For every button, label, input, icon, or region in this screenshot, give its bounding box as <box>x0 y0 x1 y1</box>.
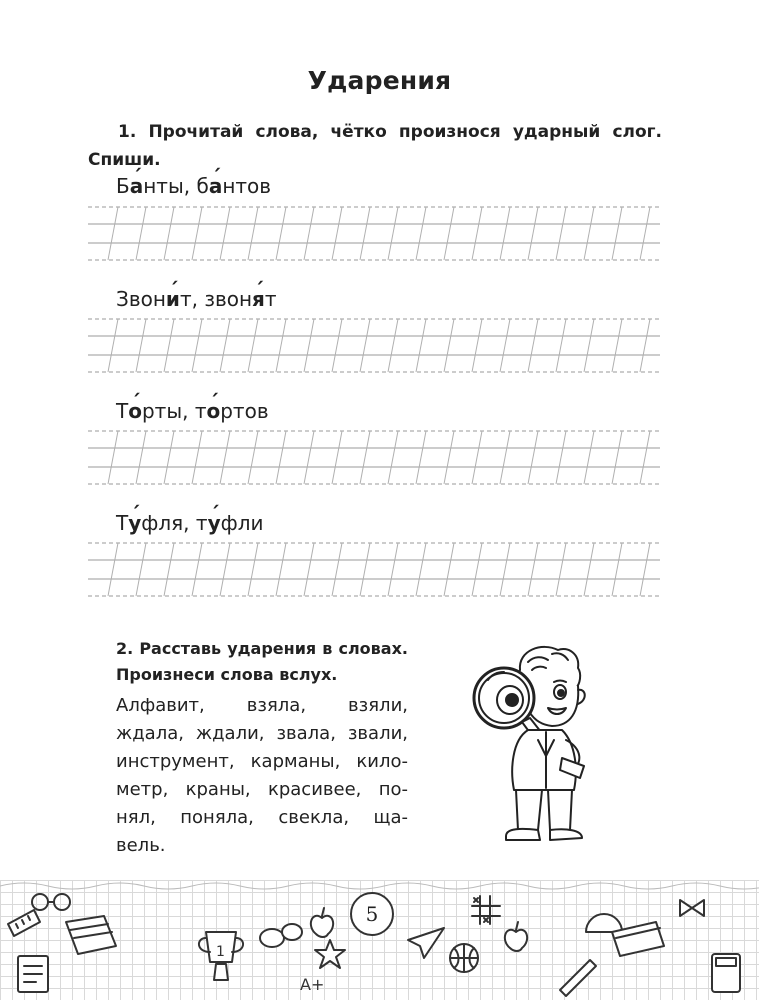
guide-lines <box>88 542 660 598</box>
stressed-vowel: у ´ <box>128 511 141 535</box>
slant-guide <box>472 431 482 484</box>
slant-guide <box>612 319 622 372</box>
word-part: Звон <box>116 287 166 311</box>
slant-guide <box>108 319 118 372</box>
slant-guide <box>500 543 510 596</box>
tic-tac-toe-doodle <box>472 896 500 924</box>
slant-guide <box>612 207 622 260</box>
slant-guide <box>276 319 286 372</box>
word-part: т <box>264 287 277 311</box>
slant-guide <box>276 543 286 596</box>
notebook-doodle <box>66 916 116 954</box>
slant-guide <box>416 431 426 484</box>
slant-guide <box>416 543 426 596</box>
apple-doodle <box>311 908 333 937</box>
slant-guide <box>556 431 566 484</box>
slant-guide <box>444 431 454 484</box>
slant-guide <box>304 543 314 596</box>
word-part: т, <box>179 287 198 311</box>
handwriting-guide-3[interactable] <box>88 430 660 486</box>
slant-guide <box>304 207 314 260</box>
slant-guide <box>388 543 398 596</box>
word-part: т <box>194 399 207 423</box>
notepad-doodle <box>18 956 48 992</box>
stressed-vowel: и ´ <box>166 287 180 311</box>
slant-guide <box>360 431 370 484</box>
slant-guide <box>136 543 146 596</box>
slant-guide <box>192 207 202 260</box>
word-pair-3 <box>116 399 269 423</box>
slant-guide <box>136 319 146 372</box>
guide-lines <box>88 430 660 486</box>
slant-guide <box>304 431 314 484</box>
pencil-doodle <box>560 960 596 996</box>
guide-lines <box>88 318 660 374</box>
word-part: нты, <box>143 174 191 198</box>
word-part: Т <box>116 511 129 535</box>
slant-guide <box>556 319 566 372</box>
stressed-vowel: а ´ <box>209 174 223 198</box>
word-list-line: нял, поняла, свекла, ща- <box>116 807 408 828</box>
slant-guide <box>332 207 342 260</box>
bow-doodle <box>680 900 704 916</box>
slant-guide <box>500 207 510 260</box>
word-part: т <box>195 511 208 535</box>
slant-guide <box>612 431 622 484</box>
slant-guide <box>108 207 118 260</box>
slant-guide <box>584 543 594 596</box>
task-2-word-list <box>116 692 408 860</box>
slant-guide <box>136 431 146 484</box>
slant-guide <box>556 207 566 260</box>
stressed-vowel: о ´ <box>206 399 220 423</box>
word-pair-4 <box>116 511 264 535</box>
slant-guide <box>248 319 258 372</box>
slant-guide <box>640 543 650 596</box>
slant-guide <box>640 319 650 372</box>
slant-guide <box>612 543 622 596</box>
ruler-doodle <box>8 910 40 936</box>
slant-guide <box>444 319 454 372</box>
slant-guide <box>248 543 258 596</box>
calculator-doodle <box>712 954 740 992</box>
slant-guide <box>528 207 538 260</box>
slant-guide <box>192 543 202 596</box>
word-part: Б <box>116 174 130 198</box>
task-2-number: 2. <box>116 639 134 658</box>
word-part: ртов <box>220 399 269 423</box>
slant-guide <box>556 543 566 596</box>
slant-guide <box>388 431 398 484</box>
slant-guide <box>472 543 482 596</box>
slant-guide <box>192 431 202 484</box>
slant-guide <box>528 543 538 596</box>
slant-guide <box>584 431 594 484</box>
slant-guide <box>584 319 594 372</box>
slant-guide <box>584 207 594 260</box>
word-part: фли <box>220 511 264 535</box>
glasses-doodle <box>32 894 70 910</box>
slant-guide <box>444 543 454 596</box>
word-part: нтов <box>222 174 272 198</box>
slant-guide <box>332 431 342 484</box>
stressed-vowel: о ´ <box>128 399 142 423</box>
word-pair-2 <box>116 287 277 311</box>
slant-guide <box>360 543 370 596</box>
slant-guide <box>640 207 650 260</box>
grade-a-plus-doodle: A+ <box>300 975 325 994</box>
word-list-line: вель. <box>116 835 166 856</box>
slant-guide <box>164 207 174 260</box>
slant-guide <box>108 543 118 596</box>
task-2-text: Расставь ударения в словах. Произнеси слова вслух. <box>116 639 408 684</box>
slant-guide <box>332 543 342 596</box>
handwriting-guide-2[interactable] <box>88 318 660 374</box>
word-part: Т <box>116 399 129 423</box>
slant-guide <box>472 207 482 260</box>
word-part: б <box>196 174 209 198</box>
task-1-text: Прочитай слова, чётко произнося ударный слог. Спиши. <box>88 122 663 170</box>
word-list-line: Алфавит, взяла, взяли, <box>116 695 408 716</box>
slant-guide <box>220 543 230 596</box>
slant-guide <box>416 319 426 372</box>
slant-guide <box>248 207 258 260</box>
boy-with-magnifier-illustration <box>462 640 602 850</box>
task-2-instruction <box>116 636 408 688</box>
slant-guide <box>192 319 202 372</box>
slant-guide <box>220 431 230 484</box>
word-part: рты, <box>141 399 189 423</box>
handwriting-guide-4[interactable] <box>88 542 660 598</box>
slant-guide <box>640 431 650 484</box>
page-title: Ударения <box>307 66 452 95</box>
slant-guide <box>332 319 342 372</box>
slant-guide <box>444 207 454 260</box>
slant-guide <box>136 207 146 260</box>
speech-bubble-doodle <box>260 924 302 947</box>
apple-doodle <box>505 922 527 951</box>
word-pair-1 <box>116 174 271 198</box>
stressed-vowel: я ´ <box>252 287 265 311</box>
slant-guide <box>164 431 174 484</box>
slant-guide <box>472 319 482 372</box>
slant-guide <box>360 319 370 372</box>
slant-guide <box>500 319 510 372</box>
word-list-line: ждала, ждали, звала, звали, <box>116 723 408 744</box>
slant-guide <box>416 207 426 260</box>
slant-guide <box>388 207 398 260</box>
slant-guide <box>304 319 314 372</box>
svg-text:1: 1 <box>216 944 225 960</box>
slant-guide <box>388 319 398 372</box>
slant-guide <box>276 431 286 484</box>
slant-guide <box>276 207 286 260</box>
word-part: фля, <box>141 511 190 535</box>
paper-plane-doodle <box>408 928 444 958</box>
star-doodle <box>315 940 345 968</box>
slant-guide <box>528 319 538 372</box>
slant-guide <box>220 319 230 372</box>
slant-guide <box>108 431 118 484</box>
slant-guide <box>528 431 538 484</box>
slant-guide <box>248 431 258 484</box>
slant-guide <box>500 431 510 484</box>
page-number: 5 <box>350 892 394 936</box>
task-1-instruction <box>88 118 662 174</box>
word-part: звон <box>204 287 253 311</box>
word-list-line: инструмент, карманы, кило- <box>116 751 408 772</box>
word-list-line: метр, краны, красивее, по- <box>116 779 408 800</box>
slant-guide <box>360 207 370 260</box>
task-1-number: 1. <box>118 122 137 142</box>
guide-lines <box>88 206 660 262</box>
protractor-doodle <box>586 914 622 932</box>
slant-guide <box>164 319 174 372</box>
stressed-vowel: а ´ <box>130 174 144 198</box>
slant-guide <box>164 543 174 596</box>
ball-doodle <box>450 944 478 972</box>
slant-guide <box>220 207 230 260</box>
stressed-vowel: у ´ <box>208 511 221 535</box>
handwriting-guide-1[interactable] <box>88 206 660 262</box>
trophy-doodle <box>199 932 243 980</box>
